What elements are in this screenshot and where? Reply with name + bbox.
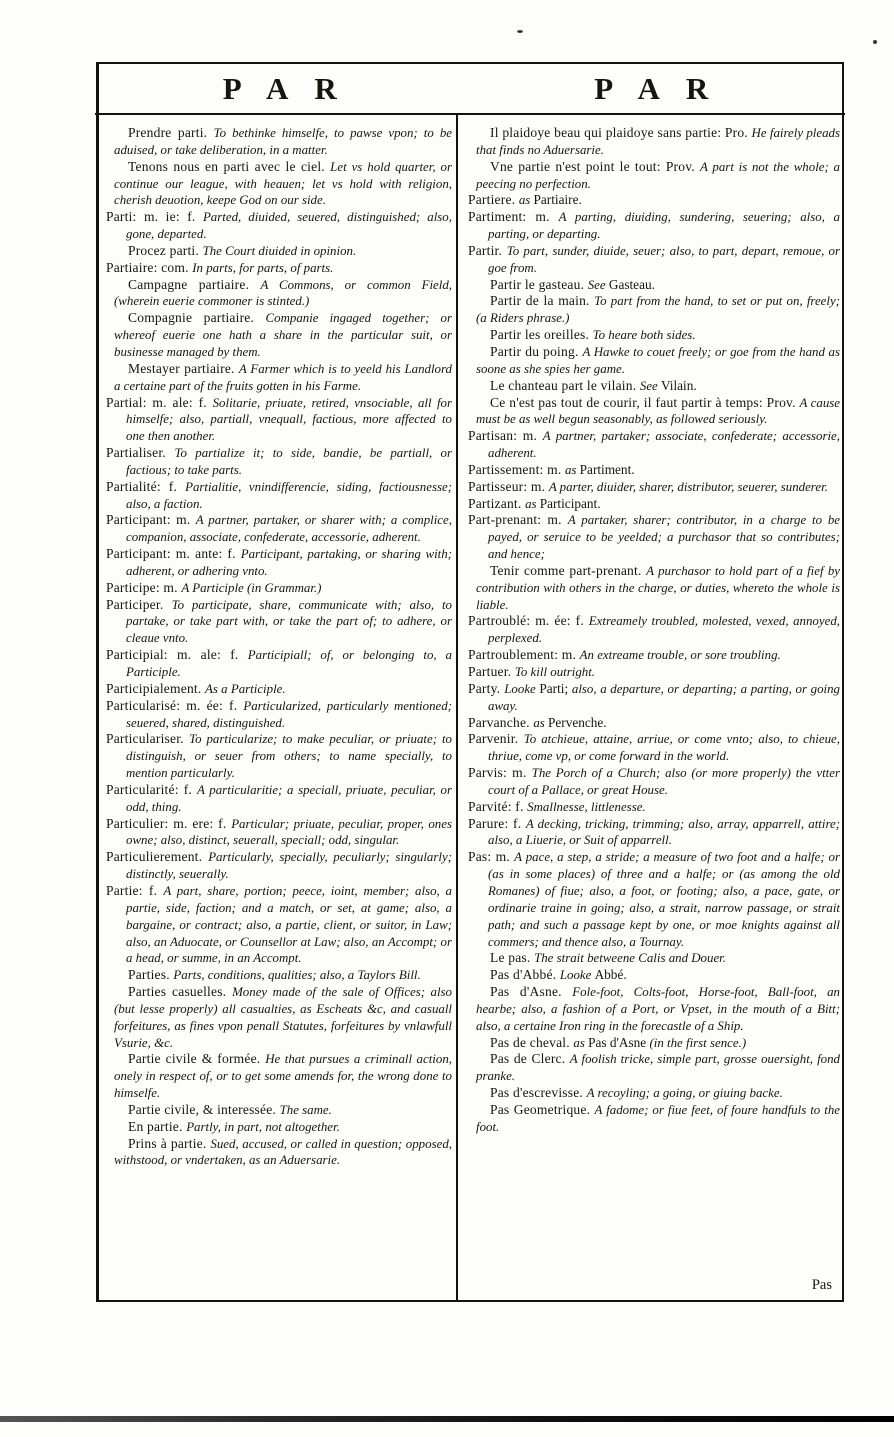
definition: Participiall; of, or belonging to, a Participle. [126, 648, 452, 679]
definition: Particularized, particularly mentioned; seuered, shared, distinguished. [126, 698, 452, 730]
headword: Mestayer partiaire. [128, 360, 239, 376]
headword: Parvité: f. [468, 798, 528, 814]
headword: Prendre parti. [128, 125, 214, 140]
sub-entry [106, 361, 452, 395]
headword: Parvanche. [468, 714, 534, 730]
headword-entry [468, 664, 840, 681]
cross-reference: Pas d'Asne [588, 1034, 650, 1050]
headword: Pas: m. [468, 849, 515, 865]
headword: Partroublement: m. [468, 647, 580, 663]
definition: In parts, for parts, of parts. [192, 260, 334, 275]
definition: To participate, share, communicate with; also, to partake, or take part with, or take the part of; to adhere, or cleaue vnto. [126, 597, 452, 646]
definition-continued: also, a departure, or departing; a parting, or going away. [488, 681, 840, 713]
sub-entry [106, 1136, 452, 1170]
definition: Fole-foot, Colts-foot, Horse-foot, Ball-foot, an hearbe; also, a fashion of a Port, or Vpset, in the mouth of a Bitt; also, a certaine Iron ring in the forecastle of a Ship. [476, 985, 840, 1033]
headword-entry [106, 260, 452, 277]
definition: Particularly, specially, peculiarly; singularly; distinctly, seuerally. [126, 850, 452, 882]
headword: Prins à partie. [128, 1135, 211, 1151]
running-head [99, 64, 842, 113]
headword-entry [106, 512, 452, 546]
sub-entry [106, 277, 452, 311]
headword: Partial: m. ale: f. [106, 394, 213, 410]
sub-entry [468, 344, 840, 378]
definition: Extreamely troubled, molested, vexed, annoyed, perplexed. [488, 614, 840, 646]
definition: A Participle (in Grammar.) [181, 580, 322, 595]
definition: A Farmer which is to yeeld his Landlord a certaine part of the fruits gotten in his Farme. [114, 361, 452, 393]
definition: To particularize; to make peculiar, or priuate; to distinguish, or seuer from others; to name specially, to mention particularly. [126, 732, 452, 781]
headword: Partizant. [468, 495, 526, 511]
definition: Partialitie, vnindifferencie, siding, factiousnesse; also, a faction. [126, 479, 452, 511]
sub-entry [468, 125, 840, 159]
cross-reference: Parti; [539, 680, 572, 696]
definition: As a Participle. [205, 681, 286, 696]
headword-entry [106, 546, 452, 580]
definition: A part is not the whole; a peecing no perfection. [476, 159, 840, 191]
headword: Parties. [128, 967, 174, 983]
headword: En partie. [128, 1118, 187, 1134]
definition: The strait betweene Calis and Douer. [534, 951, 726, 966]
headword-entry [106, 445, 452, 479]
cross-reference: Participant. [539, 495, 601, 511]
sub-entry [468, 293, 840, 327]
headword-entry [468, 613, 840, 647]
sub-entry [468, 984, 840, 1035]
definition: To heare both sides. [592, 328, 696, 343]
headword: Partir le gasteau. [490, 276, 588, 292]
headword: Particulier: m. ere: f. [106, 815, 232, 831]
headword: Partie civile & formée. [128, 1051, 266, 1067]
headword: Pas de cheval. [490, 1034, 574, 1050]
headword-entry [468, 647, 840, 664]
definition: To kill outright. [514, 665, 596, 679]
definition: A part, share, portion; peece, ioint, member; also, a partie, side, faction; and a match, or set, at game; also, a bargaine, or contract; also, a partie, client, or suitor, in Law; also, an Aduocate, or Counsellor at Law; also, an Accompt; or a head, or summe, in an Accompt. [126, 883, 452, 966]
headword-entry [468, 849, 840, 950]
headword-entry [106, 395, 452, 446]
definition: To bethinke himselfe, to pawse vpon; to be aduised, or take deliberation, in a matter. [114, 126, 452, 157]
headword: Partisseur: m. [468, 478, 549, 494]
definition: A parter, diuider, sharer, distributor, seuerer, sunderer. [548, 479, 828, 494]
definition: Parted, diuided, seuered, distinguished; also, gone, departed. [126, 210, 452, 242]
ink-speck [873, 40, 877, 44]
definition: To part from the hand, to set or put on, freely; (a Riders phrase.) [476, 294, 840, 326]
headword: Partir. [468, 242, 507, 258]
headword-entry [468, 715, 840, 732]
sub-entry [468, 1035, 840, 1052]
headword: Partiaire: com. [106, 259, 193, 275]
sub-entry [106, 159, 452, 210]
definition-continued: (in the first sence.) [649, 1035, 747, 1050]
definition: He fairely pleads that finds no Aduersarie. [476, 126, 840, 157]
headword-entry [106, 647, 452, 681]
headword: Pas d'Abbé. [490, 967, 560, 983]
definition: A partaker, sharer; contributor, in a charge to be payed, or seruice to be yeelded; a purchasor that so contributes; and hence; [488, 513, 840, 562]
headword: Il plaidoye beau qui plaidoye sans partie: Pro. [490, 125, 752, 140]
definition: as [573, 1035, 589, 1050]
headword-entry [106, 209, 452, 243]
sub-entry [106, 125, 452, 159]
definition: A cause must be as well begun seasonably, as followed seriously. [476, 395, 840, 427]
cross-reference: Partiment. [579, 461, 635, 477]
definition: Solitarie, priuate, retired, vnsociable, all for himselfe; also, partiall, vnequall, factious, more affected to one then another. [126, 395, 452, 444]
sub-entry [468, 950, 840, 967]
headword: Partiment: m. [468, 209, 559, 225]
cross-reference: Abbé. [594, 967, 627, 983]
headword: Le chanteau part le vilain. [490, 377, 640, 393]
page-frame [96, 62, 844, 1302]
headword: Partissement: m. [468, 461, 565, 477]
catchword: Pas [811, 1277, 832, 1293]
cross-reference: Partiaire. [533, 192, 582, 208]
definition: See [587, 277, 609, 292]
headword: Particulierement. [106, 849, 209, 865]
definition: Companie ingaged together; or whereof euerie one hath a share in the particular suit, or businesse managed by them. [114, 311, 452, 359]
sub-entry [468, 327, 840, 344]
column-left [106, 125, 452, 1292]
headword: Campagne partiaire. [128, 276, 261, 292]
headword-entry [468, 799, 840, 816]
definition: A Commons, or common Field, (wherein euerie commoner is stinted.) [114, 277, 452, 309]
definition: Let vs hold quarter, or continue our league, with heauen; let vs hold with religion, cherish deuotion, keepe God on our side. [114, 159, 452, 208]
cross-reference: Vilain. [661, 377, 697, 393]
definition: Money made of the sale of Offices; also (but lesse properly) all casualties, as Escheats &c, and casuall forfeitures, as fines vpon penall Statutes, forfeitures by vnlawfull Vsurie, &c. [114, 985, 452, 1050]
headword: Le pas. [490, 950, 535, 966]
headword: Parure: f. [468, 815, 526, 831]
definition: To partialize it; to side, bandie, be partiall, or factious; to take parts. [126, 446, 452, 477]
headword: Partialité: f. [106, 478, 186, 494]
headword: Ce n'est pas tout de courir, il faut partir à temps: Prov. [490, 394, 800, 410]
headword: Procez parti. [128, 242, 203, 258]
definition: as [525, 496, 540, 511]
headword: Pas Geometrique. [490, 1101, 595, 1117]
definition: A pace, a step, a stride; a measure of two foot and a halfe; or (as in some places) of three and a halfe; or (as among the old Romanes) of fiue; also, a foot, or footing; also, a pace, gate, or ordinarie traine in going; also, a strait, narrow passage, or strait path; and such a passage kept by one, or moe knights against all commers; and thence also, a Tournay. [488, 850, 840, 949]
headword-entry [106, 731, 452, 782]
headword-entry [468, 479, 840, 496]
cross-reference: Pervenche. [548, 714, 607, 730]
headword-entry [106, 580, 452, 597]
headword: Partie: f. [106, 882, 164, 898]
headword-entry [468, 765, 840, 799]
headword-entry [468, 209, 840, 243]
headword-entry [106, 883, 452, 967]
headword: Partuer. [468, 664, 515, 679]
headword-entry [106, 698, 452, 732]
headword-entry [468, 243, 840, 277]
headword-entry [468, 462, 840, 479]
headword: Parti: m. ie: f. [106, 209, 203, 225]
definition: A parting, diuiding, sundering, seuering; also, a parting, or departing. [488, 210, 840, 242]
headword: Party. [468, 680, 505, 696]
definition: A Hawke to couet freely; or goe from the hand as soone as she spies her game. [476, 344, 840, 376]
headword-entry [106, 479, 452, 513]
headword: Parvenir. [468, 731, 524, 747]
definition: Partly, in part, not altogether. [186, 1119, 340, 1134]
headword: Participialement. [106, 680, 206, 696]
definition: See [639, 378, 661, 393]
definition: A decking, tricking, trimming; also, array, apparrell, attire; also, a Liuerie, or Suit of apparrell. [488, 816, 840, 848]
headword: Pas de Clerc. [490, 1051, 570, 1067]
headword-entry [106, 849, 452, 883]
running-head-right: P A R [594, 70, 719, 106]
definition: as [518, 193, 534, 208]
definition: Looke [559, 968, 595, 983]
headword: Partisan: m. [468, 428, 543, 444]
sub-entry [468, 395, 840, 429]
headword: Particulariser. [106, 731, 190, 747]
sub-entry [106, 1119, 452, 1136]
headword: Participant: m. [106, 512, 196, 528]
definition: An extreame trouble, or sore troubling. [579, 648, 781, 663]
definition: Sued, accused, or called in question; opposed, withstood, or vndertaken, as an Aduersarie. [114, 1136, 452, 1168]
definition: Looke [504, 681, 540, 696]
sub-entry [468, 1085, 840, 1102]
headword: Particularité: f. [106, 781, 197, 797]
definition: To part, sunder, diuide, seuer; also, to part, depart, remoue, or goe from. [488, 243, 840, 275]
ink-speck [517, 30, 523, 33]
sub-entry [106, 310, 452, 361]
sub-entry [468, 563, 840, 614]
headword: Participer. [106, 596, 172, 612]
definition: Participant, partaking, or sharing with; adherent, or adhering vnto. [126, 547, 452, 578]
definition: A partner, partaker; associate, confederate; accessorie, adherent. [488, 429, 840, 461]
sub-entry [468, 1102, 840, 1136]
sub-entry [468, 378, 840, 395]
sub-entry [106, 984, 452, 1051]
headword: Partroublé: m. ée: f. [468, 613, 589, 629]
column-right [468, 125, 840, 1292]
headword: Partir du poing. [490, 343, 583, 359]
definition: A purchasor to hold part of a fief by contribution with others in the charge, or duties, whereto the whole is liable. [476, 563, 840, 612]
headword-entry [468, 512, 840, 563]
definition: Particular; priuate, peculiar, proper, ones owne; also, distinct, seuerall, speciall; odd, singular. [126, 816, 452, 848]
headword: Parties casuelles. [128, 984, 233, 1000]
headword-entry [106, 782, 452, 816]
running-head-left: P A R [222, 70, 347, 106]
headword: Partie civile, & interessée. [128, 1101, 280, 1117]
headword: Pas d'Asne. [490, 984, 573, 1000]
sub-entry [106, 243, 452, 260]
definition: A foolish tricke, simple part, grosse ouersight, fond pranke. [476, 1052, 840, 1084]
headword-entry [106, 681, 452, 698]
headword-entry [468, 192, 840, 209]
headword-entry [468, 681, 840, 715]
headword-entry [468, 816, 840, 850]
headword-entry [106, 597, 452, 648]
definition: He that pursues a criminall action, onely in respect of, or to get some amends for, the wrong done to himselfe. [114, 1052, 452, 1101]
headword: Particularisé: m. ée: f. [106, 697, 244, 713]
definition: The same. [279, 1102, 332, 1117]
text-area [99, 115, 842, 1300]
sub-entry [106, 1051, 452, 1102]
headword: Part-prenant: m. [468, 512, 568, 528]
headword: Vne partie n'est point le tout: Prov. [490, 158, 701, 174]
column-divider-rule [456, 115, 458, 1300]
headword: Partir les oreilles. [490, 327, 593, 343]
sub-entry [106, 1102, 452, 1119]
sub-entry [468, 159, 840, 193]
definition: A particularitie; a speciall, priuate, peculiar, or odd, thing. [126, 782, 452, 814]
headword-entry [468, 731, 840, 765]
headword: Participant: m. ante: f. [106, 546, 241, 562]
headword: Compagnie partiaire. [128, 310, 266, 326]
sub-entry [106, 967, 452, 984]
definition: A fadome; or fiue feet, of foure handfuls to the foot. [476, 1102, 840, 1134]
headword: Partiere. [468, 192, 519, 208]
headword-entry [468, 496, 840, 513]
definition: The Porch of a Church; also (or more properly) the vtter court of a Pallace, or great House. [488, 766, 840, 797]
headword-entry [468, 428, 840, 462]
headword: Partialiser. [106, 445, 175, 461]
headword: Tenons nous en parti avec le ciel. [128, 158, 331, 174]
headword: Participial: m. ale: f. [106, 647, 248, 663]
sub-entry [468, 277, 840, 294]
definition: The Court diuided in opinion. [202, 243, 357, 258]
definition: A recoyling; a going, or giuing backe. [586, 1086, 783, 1101]
sub-entry [468, 967, 840, 984]
definition: Smallnesse, littlenesse. [527, 799, 646, 814]
headword: Tenir comme part-prenant. [490, 562, 647, 578]
definition: as [533, 715, 549, 730]
definition: To atchieue, attaine, arriue, or come vnto; also, to chieue, thriue, come vp, or come forward in the world. [488, 732, 840, 764]
headword-entry [106, 816, 452, 850]
definition: Parts, conditions, qualities; also, a Taylors Bill. [173, 968, 421, 983]
sub-entry [468, 1051, 840, 1085]
headword: Parvis: m. [468, 765, 532, 781]
scan-edge-line [0, 1416, 894, 1422]
cross-reference: Gasteau. [608, 276, 655, 292]
headword: Partir de la main. [490, 293, 595, 309]
headword: Pas d'escrevisse. [490, 1085, 587, 1101]
definition: as [564, 462, 580, 477]
definition: A partner, partaker, or sharer with; a complice, companion, associate, confederate, accessorie, adherent. [126, 513, 452, 545]
headword: Participe: m. [106, 579, 182, 595]
